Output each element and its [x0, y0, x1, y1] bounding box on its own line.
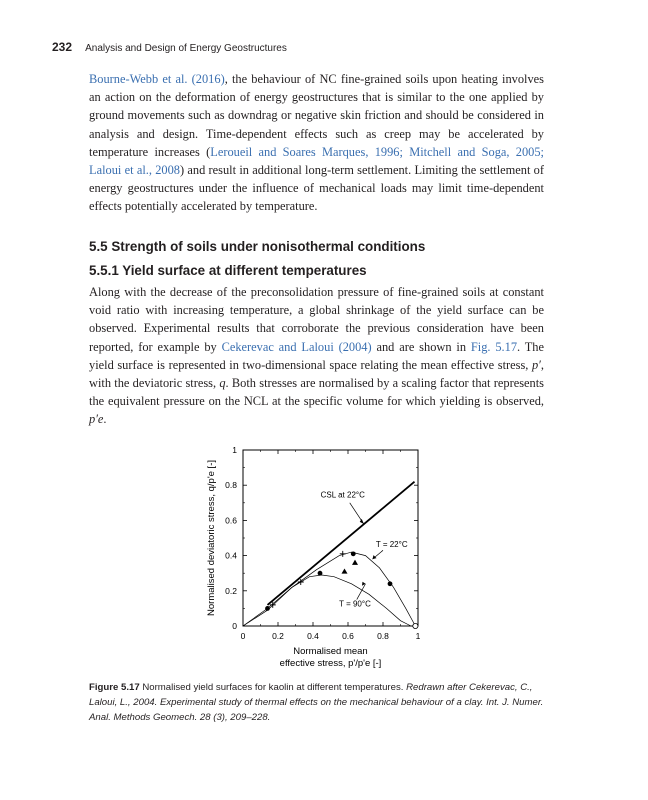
x-axis-label-line1: Normalised mean: [293, 646, 368, 657]
plot-frame: [243, 450, 418, 626]
data-point-triangle: [342, 568, 348, 573]
para1-text-b: ) and result in additional long-term settlement. Limiting the settlement of energy geostructures under the influence of mechanical loads may limit time-dependent effects potentially accelerated by temperature.: [89, 163, 545, 214]
para1-text-a: , the behaviour of NC fine-grained soils upon heating involves an action on the deformation of energy geostructures that is similar to the one applied by ground movements such as downdrag or negative skin friction and should be considered in analysis and design. Time-dependent effects such as creep may be accelerated by temperature increases (: [89, 72, 544, 159]
y-tick-label: 0.4: [225, 550, 237, 561]
x-tick-label: 0.6: [342, 631, 354, 641]
x-tick-label: 0: [240, 631, 246, 641]
yield-curve-90c: [243, 575, 411, 626]
figure-link[interactable]: Fig. 5.17: [470, 339, 518, 354]
figure-caption: [89, 680, 549, 725]
y-tick-label: 0.6: [225, 515, 237, 526]
annotation-t22: T = 22°C: [375, 539, 408, 549]
caption-text: Normalised yield surfaces for kaolin at different temperatures.: [139, 682, 407, 693]
paragraph-1: [89, 70, 544, 216]
yield-curve-22c: [243, 552, 415, 626]
para2-text-e: . Both stresses are normalised by a scaling factor that represents the equivalent pressure on the NCL at the specific volume for which yielding is observed,: [89, 376, 544, 409]
arrowhead-t22: [373, 555, 377, 559]
symbol-pe: p′e: [89, 412, 104, 427]
section-heading: 5.5 Strength of soils under nonisothermal conditions: [89, 239, 426, 254]
x-tick-label: 0.4: [307, 631, 319, 641]
data-point-circle: [351, 551, 356, 556]
data-point-plus: [340, 551, 346, 557]
y-tick-label: 0.2: [225, 585, 237, 596]
annotation-t90: T = 90°C: [339, 599, 371, 609]
x-tick-label: 0.8: [377, 631, 389, 641]
symbol-p: p′: [531, 357, 541, 372]
data-point-circle: [388, 581, 393, 586]
figure-5-17: [200, 440, 440, 680]
data-point-circle: [318, 571, 323, 576]
caption-label: Figure 5.17: [89, 682, 140, 693]
yield-surface-chart: [200, 440, 440, 680]
x-axis-label-line2: effective stress, p'/p'e [-]: [279, 658, 382, 669]
y-tick-label: 0.8: [225, 480, 237, 491]
para2-text-a: Along with the decrease of the preconsolidation pressure of fine-grained soils at constant void ratio with increasing temperature, a global shrinkage of the yield surface can be observed. Experimental results that corroborate the previous consideration have been reported, for example by: [89, 285, 544, 354]
page-number: 232: [52, 40, 73, 54]
citation-cekerevac[interactable]: Cekerevac and Laloui (2004): [221, 339, 372, 354]
data-point-circle: [265, 606, 270, 611]
citation-leroueil-mitchell-laloui[interactable]: Leroueil and Soares Marques, 1996; Mitchell and Soga, 2005; Laloui et al., 2008: [89, 144, 544, 178]
x-tick-label: 1: [415, 631, 421, 641]
y-axis-label: Normalised deviatoric stress, q/p'e [-]: [206, 460, 217, 616]
y-tick-label: 1: [232, 445, 237, 455]
data-point-triangle: [352, 560, 358, 565]
running-header: [52, 40, 287, 54]
annotation-csl: CSL at 22°C: [320, 490, 365, 500]
y-tick-label: 0: [232, 621, 237, 631]
symbol-q: q: [219, 376, 226, 391]
para2-text-b: and are shown in: [371, 339, 471, 354]
x-tick-label: 0.2: [272, 631, 284, 641]
para2-text-d: , with the deviatoric stress,: [89, 357, 544, 391]
citation-bourne-webb[interactable]: Bourne-Webb et al. (2016): [89, 72, 225, 86]
data-point-open-circle: [413, 623, 418, 628]
running-title: Analysis and Design of Energy Geostructures: [85, 43, 287, 54]
caption-source: Redrawn after Cekerevac, C., Laloui, L., 2004. Experimental study of thermal effects on the mechanical behaviour of a clay. Int. J. Numer. Anal. Methods Geomech. 28 (3), 209–228.: [89, 682, 544, 723]
subsection-heading: 5.5.1 Yield surface at different temperatures: [89, 263, 367, 278]
paragraph-2: [89, 283, 544, 429]
para2-text-c: . The yield surface is represented in two-dimensional space relating the mean effective stress,: [89, 339, 544, 372]
arrowhead-csl: [360, 519, 364, 524]
para2-text-f: .: [103, 412, 107, 427]
